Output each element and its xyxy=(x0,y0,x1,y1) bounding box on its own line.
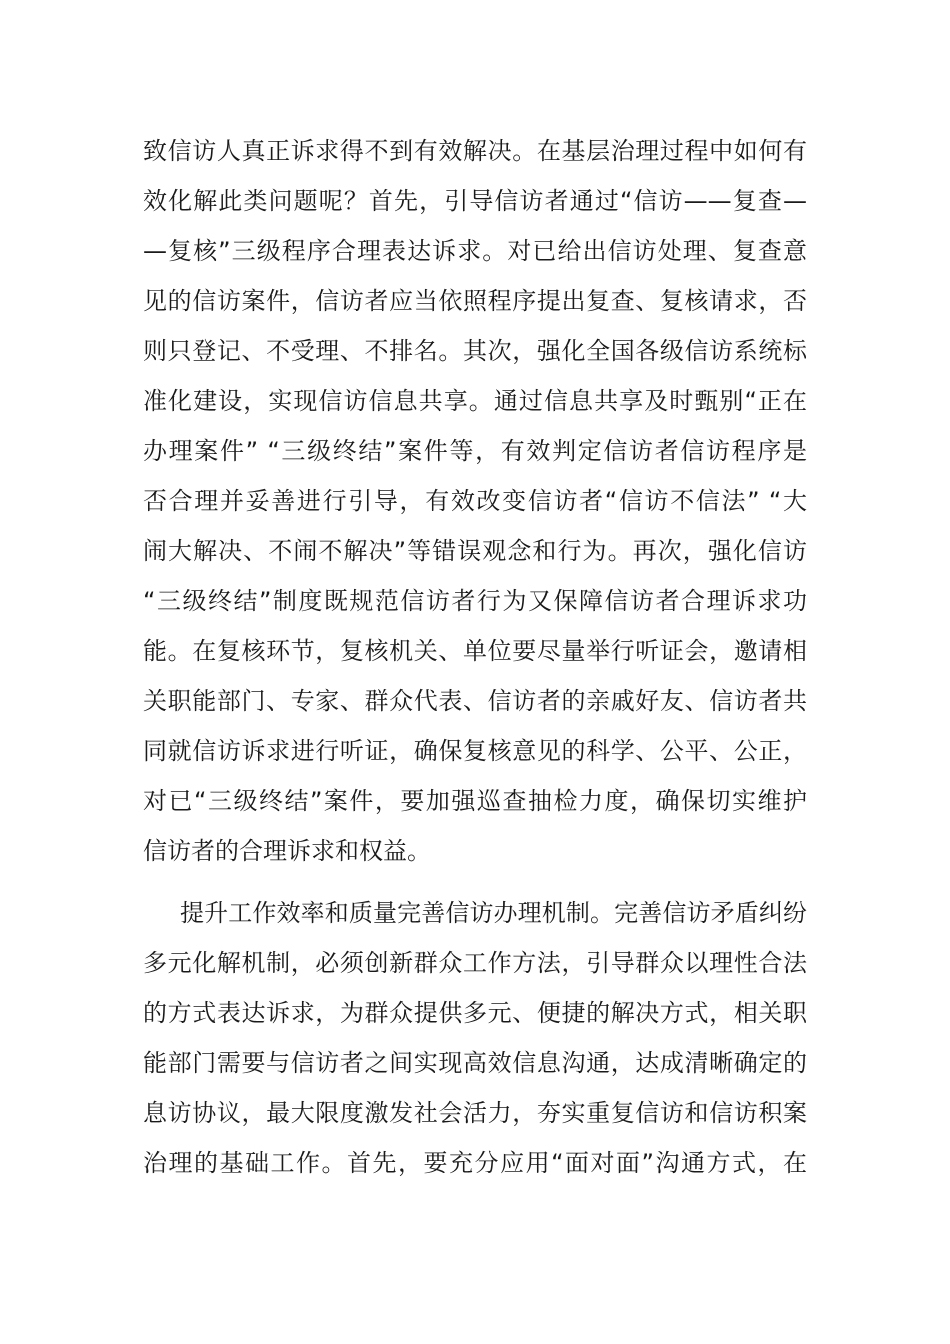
paragraph-1-line-15: 信访者的合理诉求和权益。 xyxy=(143,837,431,865)
paragraph-1-line-1: 致信访人真正诉求得不到有效解决。在基层治理过程中如何有 xyxy=(143,137,807,165)
paragraph-1-line-6: 准化建设，实现信访信息共享。通过信息共享及时甄别“正在 xyxy=(143,387,807,415)
paragraph-2-line-4: 能部门需要与信访者之间实现高效信息沟通，达成清晰确定的 xyxy=(143,1049,807,1077)
paragraph-1-line-10: “三级终结”制度既规范信访者行为又保障信访者合理诉求功 xyxy=(143,587,807,615)
paragraph-1-line-5: 则只登记、不受理、不排名。其次，强化全国各级信访系统标 xyxy=(143,337,807,365)
paragraph-1-line-7: 办理案件” “三级终结”案件等，有效判定信访者信访程序是 xyxy=(143,437,807,465)
paragraph-1-line-9: 闹大解决、不闹不解决”等错误观念和行为。再次，强化信访 xyxy=(143,537,807,565)
paragraph-spacer xyxy=(143,876,807,888)
paragraph-1-line-4: 见的信访案件，信访者应当依照程序提出复查、复核请求，否 xyxy=(143,287,807,315)
paragraph-1-line-3: —复核”三级程序合理表达诉求。对已给出信访处理、复查意 xyxy=(143,237,807,265)
paragraph-2-line-2: 多元化解机制，必须创新群众工作方法，引导群众以理性合法 xyxy=(143,949,807,977)
paragraph-1 xyxy=(143,126,807,876)
paragraph-1-line-11: 能。在复核环节，复核机关、单位要尽量举行听证会，邀请相 xyxy=(143,637,807,665)
paragraph-1-line-14: 对已“三级终结”案件，要加强巡查抽检力度，确保切实维护 xyxy=(143,787,807,815)
paragraph-2-line-1: 提升工作效率和质量完善信访办理机制。完善信访矛盾纠纷 xyxy=(180,899,807,927)
paragraph-1-line-8: 否合理并妥善进行引导，有效改变信访者“信访不信法” “大 xyxy=(143,487,807,515)
paragraph-2 xyxy=(143,888,807,1188)
paragraph-2-line-3: 的方式表达诉求，为群众提供多元、便捷的解决方式，相关职 xyxy=(143,999,807,1027)
paragraph-1-line-12: 关职能部门、专家、群众代表、信访者的亲戚好友、信访者共 xyxy=(143,687,807,715)
paragraph-1-line-13: 同就信访诉求进行听证，确保复核意见的科学、公平、公正， xyxy=(143,737,807,765)
document-body xyxy=(143,126,807,1188)
paragraph-2-line-6: 治理的基础工作。首先，要充分应用“面对面”沟通方式，在 xyxy=(143,1149,807,1177)
paragraph-1-line-2: 效化解此类问题呢？首先，引导信访者通过“信访——复查— xyxy=(143,187,807,215)
paragraph-2-line-5: 息访协议，最大限度激发社会活力，夯实重复信访和信访积案 xyxy=(143,1099,807,1127)
